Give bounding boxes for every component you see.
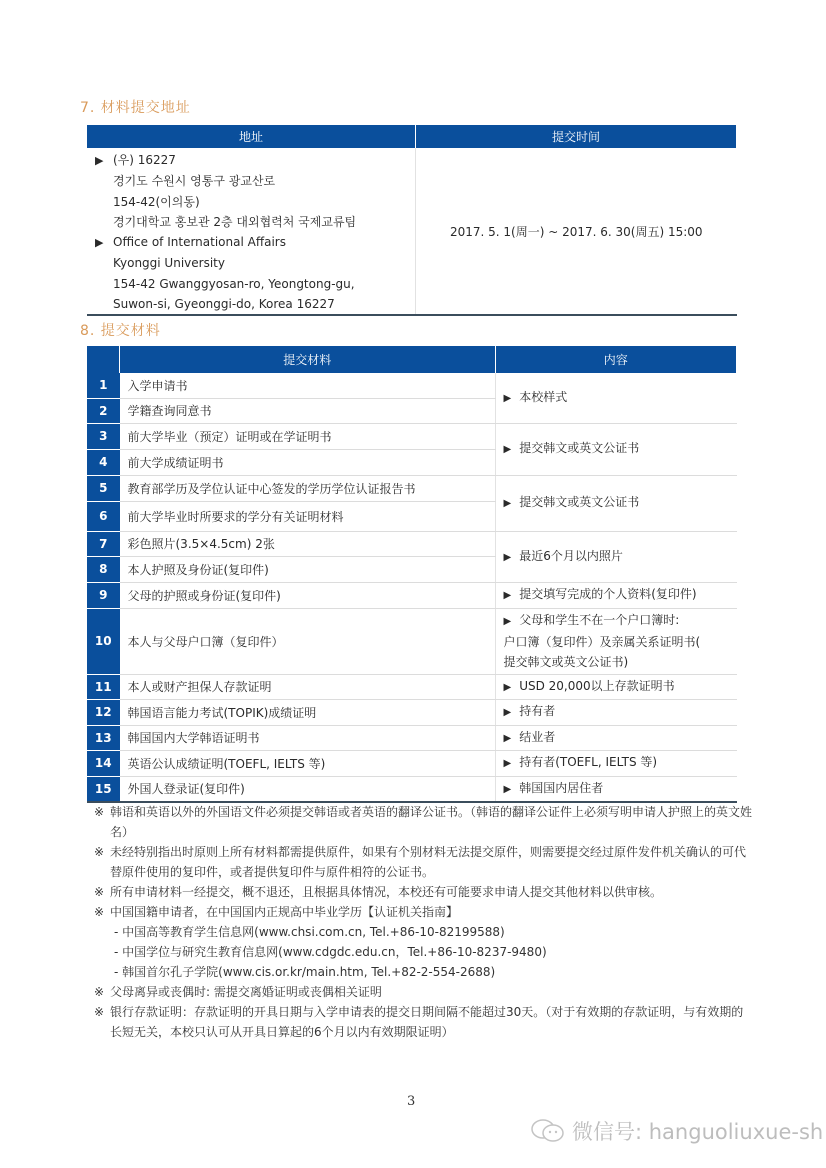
material-item: 前大学毕业时所要求的学分有关证明材料 (120, 501, 496, 531)
bullet-icon: ▶ (503, 681, 512, 693)
verification-agency: - 中国学位与研究生教育信息网(www.cdgdc.edu.cn，Tel.+86-10-8237-9480) (114, 945, 547, 959)
table-row (87, 373, 737, 398)
material-item: 前大学毕业（预定）证明或在学证明书 (120, 423, 496, 449)
material-item: 韩国语言能力考试(TOPIK)成绩证明 (120, 699, 496, 725)
bullet-icon: ▶ (503, 590, 512, 601)
address-line: 154-42 Gwanggyosan-ro, Yeongtong-gu, (113, 276, 355, 291)
content-cell: ▶ 最近6个月以内照片 (495, 531, 737, 582)
material-item: 本人或财产担保人存款证明 (120, 674, 496, 699)
table-row (87, 423, 737, 449)
bullet-icon: ▶ (503, 551, 512, 563)
bullet-icon: ▶ (503, 392, 512, 404)
address-line: Kyonggi University (113, 256, 225, 271)
table-row (87, 582, 737, 608)
table-row (87, 776, 737, 802)
row-number: 3 (87, 423, 120, 449)
reference-mark-icon: ※ (94, 1005, 105, 1019)
bullet-icon: ▶ (95, 154, 104, 167)
bullet-icon: ▶ (503, 498, 512, 509)
material-item: 学籍查询同意书 (120, 398, 496, 423)
wechat-icon (530, 1118, 566, 1144)
row-number: 9 (87, 582, 120, 608)
row-number: 4 (87, 449, 120, 475)
address-line: Suwon-si, Gyeonggi-do, Korea 16227 (113, 297, 335, 312)
header-material: 提交材料 (120, 346, 496, 373)
row-number: 13 (87, 725, 120, 750)
table-row (87, 699, 737, 725)
header-content: 内容 (495, 346, 737, 373)
note: ※ 银行存款证明：存款证明的开具日期与入学申请表的提交日期间隔不能超过30天。（对于有效期的存款证明，与有效期的长短无关，本校只认可从开具日算起的6个月以内有效期限证明） (94, 1002, 754, 1042)
material-item: 外国人登录证(复印件) (120, 776, 496, 802)
address-line: Office of International Affairs (113, 235, 286, 250)
material-item: 本人与父母户口簿（复印件） (120, 608, 496, 674)
content-cell: ▶ 父母和学生不在一个户口簿时: 户口簿（复印件）及亲属关系证明书( 提交韩文或英文公证书) (495, 608, 737, 674)
section-7-title: 7. 材料提交地址 (80, 100, 191, 116)
table-row (87, 475, 737, 501)
reference-mark-icon: ※ (94, 905, 105, 919)
row-number: 1 (87, 373, 120, 398)
bullet-icon: ▶ (95, 236, 104, 250)
bullet-icon: ▶ (503, 783, 512, 795)
material-item: 前大学成绩证明书 (120, 449, 496, 475)
material-item: 入学申请书 (120, 373, 496, 398)
bullet-icon: ▶ (503, 732, 512, 744)
reference-mark-icon: ※ (94, 845, 105, 859)
row-number: 6 (87, 501, 120, 531)
material-item: 彩色照片(3.5×4.5cm) 2张 (120, 531, 496, 556)
bullet-icon: ▶ (503, 616, 512, 627)
table-row (87, 750, 737, 776)
content-cell: ▶ 结业者 (495, 725, 737, 750)
submit-time: 2017. 5. 1(周一) ~ 2017. 6. 30(周五) 15:00 (416, 148, 737, 315)
content-cell: ▶ 持有者(TOEFL, IELTS 等) (495, 750, 737, 776)
bullet-icon: ▶ (503, 444, 512, 455)
header-address: 地址 (87, 125, 416, 148)
address-cell (87, 148, 416, 315)
address-line: 경기대학교 홍보관 2층 대외협력처 국제교류팀 (113, 214, 357, 229)
notes-section (94, 802, 754, 1042)
reference-mark-icon: ※ (94, 885, 105, 899)
address-table (87, 125, 737, 316)
address-line: (우) 16227 (113, 153, 176, 167)
material-item: 父母的护照或身份证(复印件) (120, 582, 496, 608)
address-line: 154-42(이의동) (113, 194, 200, 209)
watermark-text: 微信号: hanguoliuxue-sh (572, 1120, 824, 1144)
note: ※ 韩语和英语以外的外国语文件必须提交韩语或者英语的翻译公证书。（韩语的翻译公证件上必须写明申请人护照上的英文姓名） (94, 802, 754, 842)
row-number: 8 (87, 556, 120, 582)
verification-agency: - 中国高等教育学生信息网(www.chsi.com.cn, Tel.+86-10-82199588) (114, 925, 505, 939)
note: ※ 所有申请材料一经提交，概不退还，且根据具体情况，本校还有可能要求申请人提交其他材料以供审核。 (94, 882, 754, 902)
note: ※ 中国国籍申请者，在中国国内正规高中毕业学历【认证机关指南】 (94, 902, 754, 922)
row-number: 10 (87, 608, 120, 674)
content-cell: ▶ USD 20,000以上存款证明书 (495, 674, 737, 699)
row-number: 15 (87, 776, 120, 802)
content-cell: ▶ 持有者 (495, 699, 737, 725)
materials-table (87, 346, 737, 803)
header-submit-time: 提交时间 (416, 125, 737, 148)
section-8-title: 8. 提交材料 (80, 323, 161, 339)
content-cell: ▶ 提交韩文或英文公证书 (495, 423, 737, 475)
material-item: 教育部学历及学位认证中心签发的学历学位认证报告书 (120, 475, 496, 501)
content-cell: ▶ 提交填写完成的个人资料(复印件) (495, 582, 737, 608)
address-line: 경기도 수원시 영통구 광교산로 (113, 174, 276, 189)
reference-mark-icon: ※ (94, 805, 105, 819)
row-number: 2 (87, 398, 120, 423)
row-number: 5 (87, 475, 120, 501)
note: ※ 父母离异或丧偶时: 需提交离婚证明或丧偶相关证明 (94, 982, 754, 1002)
bullet-icon: ▶ (503, 707, 512, 718)
table-row (87, 608, 737, 674)
content-cell: ▶ 本校样式 (495, 373, 737, 423)
wechat-watermark (530, 1116, 823, 1146)
content-cell: ▶ 提交韩文或英文公证书 (495, 475, 737, 531)
verification-agency: - 韩国首尔孔子学院(www.cis.or.kr/main.htm, Tel.+82-2-554-2688) (114, 965, 496, 979)
table-row (87, 674, 737, 699)
header-num (87, 346, 120, 373)
bullet-icon: ▶ (503, 758, 512, 769)
table-row (87, 531, 737, 556)
reference-mark-icon: ※ (94, 985, 105, 999)
material-item: 英语公认成绩证明(TOEFL, IELTS 等) (120, 750, 496, 776)
row-number: 11 (87, 674, 120, 699)
page-number: 3 (407, 1094, 416, 1109)
content-cell: ▶ 韩国国内居住者 (495, 776, 737, 802)
row-number: 12 (87, 699, 120, 725)
table-row (87, 725, 737, 750)
row-number: 14 (87, 750, 120, 776)
material-item: 本人护照及身份证(复印件) (120, 556, 496, 582)
row-number: 7 (87, 531, 120, 556)
material-item: 韩国国内大学韩语证明书 (120, 725, 496, 750)
note: ※ 未经特别指出时原则上所有材料都需提供原件，如果有个别材料无法提交原件，则需要提交经过原件发件机关确认的可代替原件使用的复印件，或者提供复印件与原件相符的公证书。 (94, 842, 754, 882)
